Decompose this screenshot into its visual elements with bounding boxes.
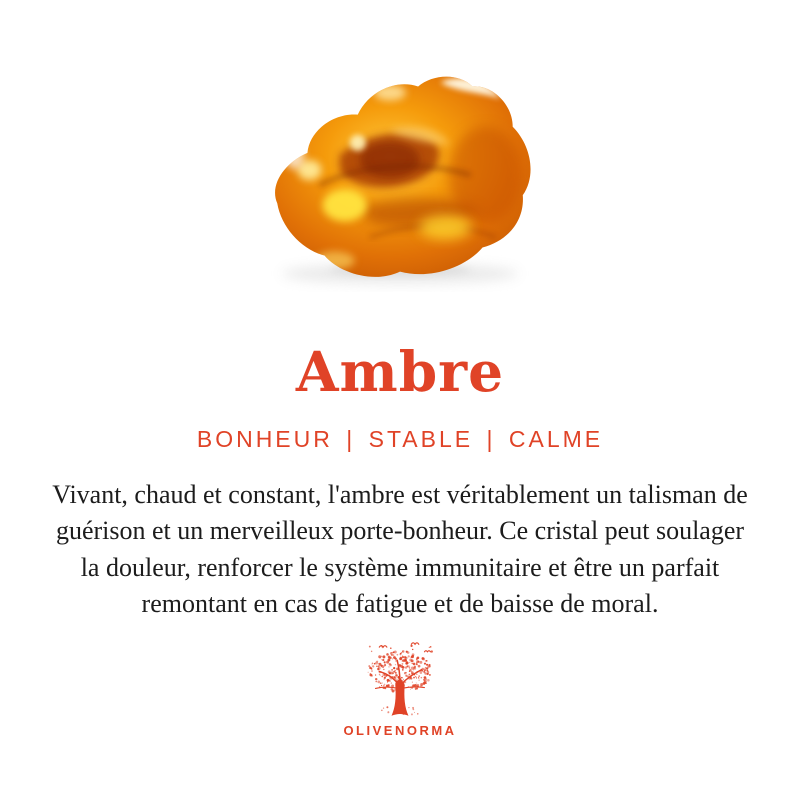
amber-crystal-image — [239, 34, 561, 298]
brand-name: OLIVENORMA — [343, 723, 457, 739]
crystal-name-title: Ambre — [295, 339, 505, 404]
tree-trunk — [392, 677, 409, 716]
amber-crystal-illustration — [239, 34, 561, 298]
olive-tree-icon — [353, 641, 447, 719]
crystal-description: Vivant, chaud et constant, l'ambre est véritablement un talisman de guérison et un merveilleux porte-bonheur. Ce cristal peut soulager la douleur, renforcer le système immunitaire et être un parfait remontant en cas de fatigue et de baisse de moral. — [52, 479, 748, 619]
brand-logo — [343, 641, 456, 738]
crystal-keywords: BONHEUR | STABLE | CALME — [196, 425, 604, 452]
